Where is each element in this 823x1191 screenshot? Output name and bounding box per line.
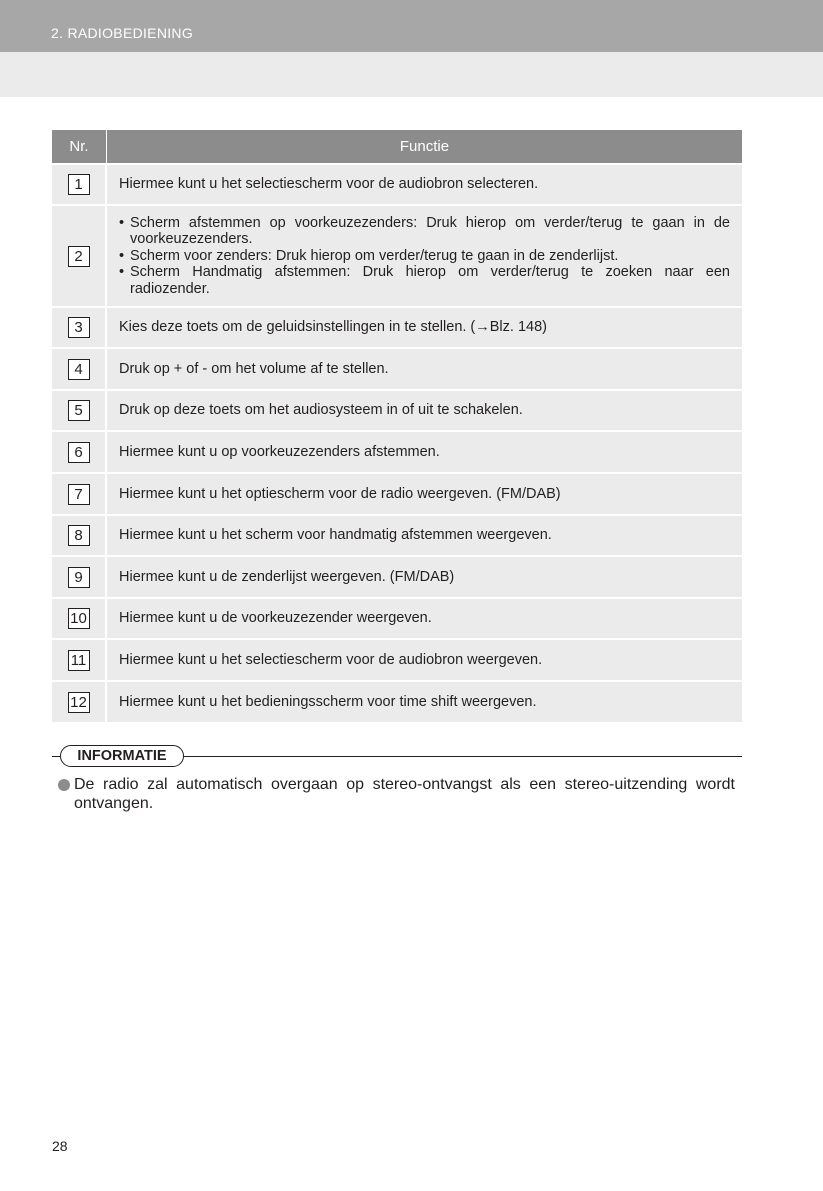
row-number: 11	[68, 650, 90, 671]
table-row	[52, 204, 742, 306]
row-number: 2	[68, 246, 90, 267]
page-number: 28	[52, 1138, 68, 1154]
table-row	[52, 389, 742, 430]
table-row	[52, 514, 742, 555]
row-text: Kies deze toets om de geluidsinstellingen in te stellen. (→Blz. 148)	[119, 319, 547, 336]
header-sub-band	[0, 52, 823, 97]
row-number: 4	[68, 359, 90, 380]
function-table	[52, 130, 742, 722]
info-label: INFORMATIE	[60, 745, 184, 767]
bullet-item: • Scherm voor zenders: Druk hierop om verder/terug te gaan in de zenderlijst.	[119, 248, 730, 265]
bullet-list	[119, 215, 730, 298]
section-title: 2. RADIOBEDIENING	[51, 25, 194, 41]
row-text: Hiermee kunt u het optiescherm voor de radio weergeven. (FM/DAB)	[119, 485, 561, 502]
row-number: 5	[68, 400, 90, 421]
table-row	[52, 430, 742, 472]
row-number: 3	[68, 317, 90, 338]
row-number: 8	[68, 525, 90, 546]
row-text: Hiermee kunt u de zenderlijst weergeven. (FM/DAB)	[119, 568, 455, 585]
row-number: 6	[68, 442, 90, 463]
row-text: Hiermee kunt u op voorkeuzezenders afstemmen.	[119, 443, 440, 460]
bullet-item: • Scherm Handmatig afstemmen: Druk hierop om verder/terug te zoeken naar een radiozender.	[119, 264, 730, 297]
row-number: 1	[68, 174, 90, 195]
bullet-dot-icon	[58, 779, 70, 791]
table-row	[52, 555, 742, 597]
row-text: Hiermee kunt u het selectiescherm voor de audiobron weergeven.	[119, 651, 543, 668]
table-row	[52, 163, 742, 204]
info-text: De radio zal automatisch overgaan op stereo-ontvangst als een stereo-uitzending wordt ontvangen.	[74, 776, 735, 812]
column-header-functie: Functie	[399, 138, 450, 155]
row-text: Hiermee kunt u het bedieningsscherm voor time shift weergeven.	[119, 693, 537, 710]
column-header-nr: Nr.	[52, 130, 107, 163]
row-number: 9	[68, 567, 90, 588]
table-row	[52, 597, 742, 638]
row-text: Druk op + of - om het volume af te stellen.	[119, 360, 389, 377]
table-row	[52, 306, 742, 347]
table-row	[52, 472, 742, 514]
table-row	[52, 638, 742, 680]
table-row	[52, 347, 742, 389]
row-text: Hiermee kunt u het selectiescherm voor de audiobron selecteren.	[119, 176, 539, 193]
row-text: Druk op deze toets om het audiosysteem in of uit te schakelen.	[119, 402, 523, 419]
row-text: Hiermee kunt u het scherm voor handmatig afstemmen weergeven.	[119, 527, 552, 544]
info-paragraph	[58, 775, 735, 813]
row-text	[107, 206, 742, 306]
row-number: 7	[68, 484, 90, 505]
table-header	[52, 130, 742, 163]
bullet-item: • Scherm afstemmen op voorkeuzezenders: Druk hierop om verder/terug te gaan in de voorkeuzezenders.	[119, 215, 730, 248]
table-row	[52, 680, 742, 722]
row-number: 10	[68, 608, 90, 629]
row-number: 12	[68, 692, 90, 713]
row-text: Hiermee kunt u de voorkeuzezender weergeven.	[119, 610, 432, 627]
